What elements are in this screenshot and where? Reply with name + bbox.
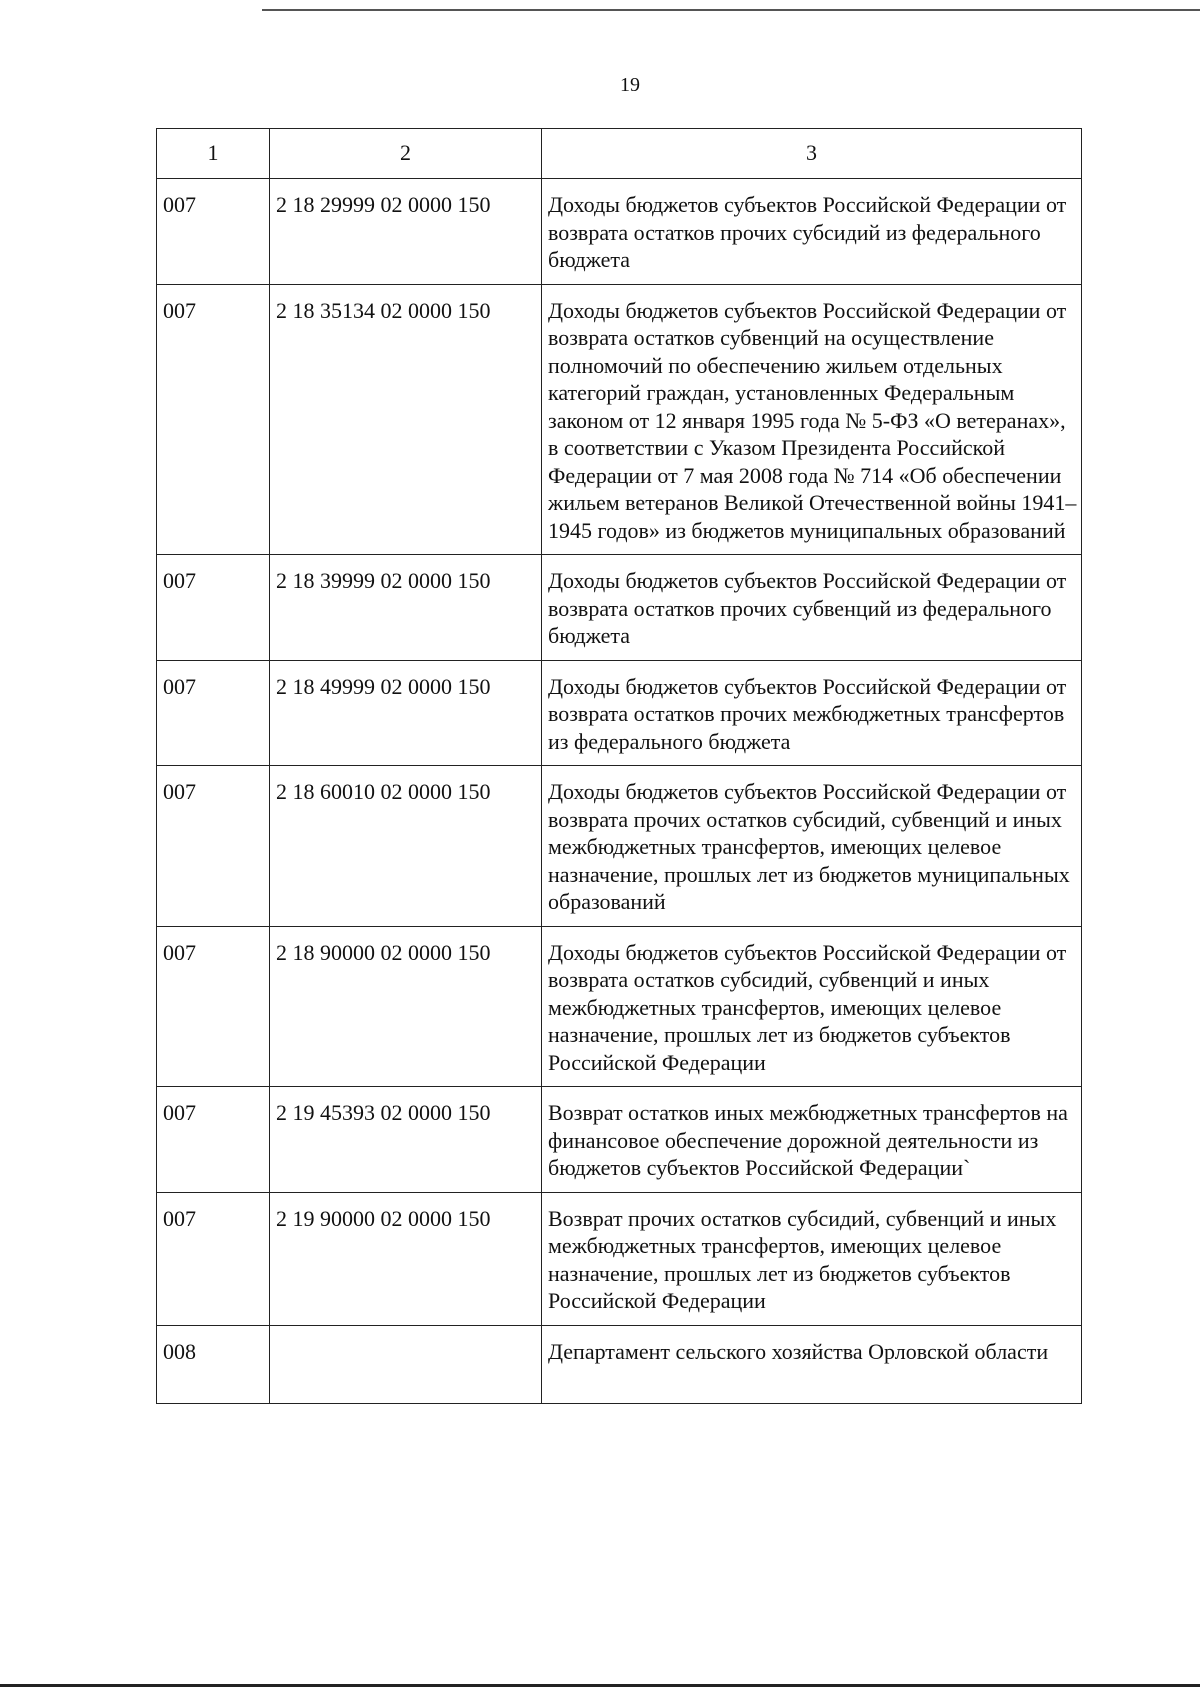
kbk-code-cell: 2 18 39999 02 0000 150 [270, 555, 542, 661]
description-cell: Доходы бюджетов субъектов Российской Федерации от возврата остатков субсидий, субвенций и иных межбюджетных трансфертов, имеющих целевое назначение, прошлых лет из бюджетов субъектов Российской Федерации [542, 926, 1082, 1087]
table-row [157, 1325, 1082, 1404]
admin-code-cell: 007 [157, 766, 270, 927]
table-row [157, 179, 1082, 285]
table-row [157, 555, 1082, 661]
description-cell: Департамент сельского хозяйства Орловской области [542, 1325, 1082, 1404]
description-cell: Возврат прочих остатков субсидий, субвенций и иных межбюджетных трансфертов, имеющих целевое назначение, прошлых лет из бюджетов субъектов Российской Федерации [542, 1192, 1082, 1325]
table-row [157, 284, 1082, 555]
kbk-code-cell: 2 19 90000 02 0000 150 [270, 1192, 542, 1325]
description-cell: Доходы бюджетов субъектов Российской Федерации от возврата остатков субвенций на осуществление полномочий по обеспечению жильем отдельных категорий граждан, установленных Федеральным законом от 12 января 1995 года № 5-ФЗ «О ветеранах», в соответствии с Указом Президента Российской Федерации от 7 мая 2008 года № 714 «Об обеспечении жильем ветеранов Великой Отечественной войны 1941–1945 годов» из бюджетов муниципальных образований [542, 284, 1082, 555]
description-cell: Доходы бюджетов субъектов Российской Федерации от возврата прочих остатков субсидий, субвенций и иных межбюджетных трансфертов, имеющих целевое назначение, прошлых лет из бюджетов муниципальных образований [542, 766, 1082, 927]
table-row [157, 766, 1082, 927]
description-cell: Доходы бюджетов субъектов Российской Федерации от возврата остатков прочих межбюджетных трансфертов из федерального бюджета [542, 660, 1082, 766]
admin-code-cell: 007 [157, 555, 270, 661]
table-row [157, 1087, 1082, 1193]
admin-code-cell: 007 [157, 179, 270, 285]
kbk-code-cell: 2 19 45393 02 0000 150 [270, 1087, 542, 1193]
revenue-codes-table [156, 128, 1082, 1404]
scan-edge-line-top [262, 9, 1200, 11]
admin-code-cell: 007 [157, 284, 270, 555]
description-cell: Доходы бюджетов субъектов Российской Федерации от возврата остатков прочих субсидий из федерального бюджета [542, 179, 1082, 285]
column-header-1: 1 [157, 129, 270, 179]
kbk-code-cell: 2 18 90000 02 0000 150 [270, 926, 542, 1087]
admin-code-cell: 007 [157, 1192, 270, 1325]
kbk-code-cell: 2 18 35134 02 0000 150 [270, 284, 542, 555]
scan-edge-line-bottom [0, 1684, 1200, 1687]
description-cell: Возврат остатков иных межбюджетных трансфертов на финансовое обеспечение дорожной деятельности из бюджетов субъектов Российской Федерации` [542, 1087, 1082, 1193]
admin-code-cell: 007 [157, 1087, 270, 1193]
table-row [157, 660, 1082, 766]
kbk-code-cell [270, 1325, 542, 1404]
admin-code-cell: 007 [157, 926, 270, 1087]
admin-code-cell: 007 [157, 660, 270, 766]
table-header-row [157, 129, 1082, 179]
column-header-2: 2 [270, 129, 542, 179]
admin-code-cell: 008 [157, 1325, 270, 1404]
description-cell: Доходы бюджетов субъектов Российской Федерации от возврата остатков прочих субвенций из федерального бюджета [542, 555, 1082, 661]
kbk-code-cell: 2 18 29999 02 0000 150 [270, 179, 542, 285]
kbk-code-cell: 2 18 49999 02 0000 150 [270, 660, 542, 766]
table-row [157, 1192, 1082, 1325]
page-number: 19 [620, 74, 640, 96]
kbk-code-cell: 2 18 60010 02 0000 150 [270, 766, 542, 927]
column-header-3: 3 [542, 129, 1082, 179]
table-row [157, 926, 1082, 1087]
